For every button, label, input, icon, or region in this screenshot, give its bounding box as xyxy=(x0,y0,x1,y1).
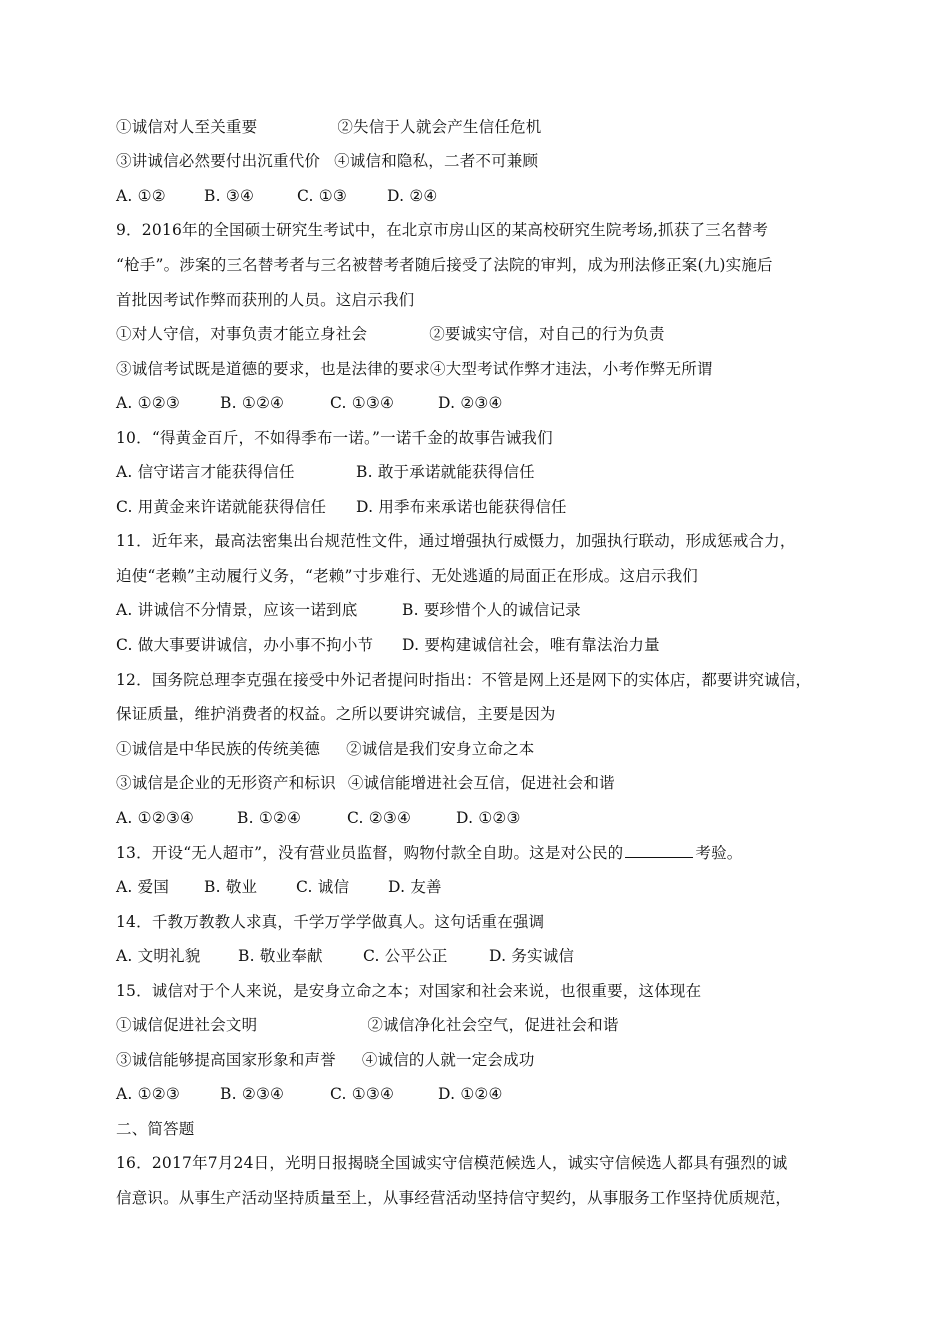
q12-options xyxy=(116,807,521,829)
q13-options xyxy=(116,876,442,898)
q14-options xyxy=(116,945,574,967)
q12-choice-line-1 xyxy=(116,738,535,760)
q12-choice-1: ①诚信是中华民族的传统美德 xyxy=(116,740,321,758)
q8-choice-3: ③讲诚信必然要付出沉重代价 xyxy=(116,152,321,170)
q9-choice-line-2: ③诚信考试既是道德的要求，也是法律的要求④大型考试作弊才违法，小考作弊无所谓 xyxy=(116,360,713,378)
q9-option-c: C. ①③④ xyxy=(330,394,395,412)
q11-option-b: B. 要珍惜个人的诚信记录 xyxy=(402,601,581,619)
q15-option-b: B. ②③④ xyxy=(220,1085,285,1103)
q10-options-row-1 xyxy=(116,461,535,483)
q9-stem-line-2: “枪手”。涉案的三名替考者与三名被替考者随后接受了法院的审判，成为刑法修正案(九)实施后 xyxy=(116,256,773,274)
q9-choice-line-1 xyxy=(116,323,665,345)
q14-option-c: C. 公平公正 xyxy=(363,947,448,965)
q11-options-row-2 xyxy=(116,634,660,656)
q16-stem-line-2: 信意识。从事生产活动坚持质量至上，从事经营活动坚持信守契约，从事服务工作坚持优质规范， xyxy=(116,1189,792,1207)
q11-option-d: D. 要构建诚信社会，唯有靠法治力量 xyxy=(402,636,660,654)
q9-stem-line-3: 首批因考试作弊而获刑的人员。这启示我们 xyxy=(116,291,415,309)
q15-choice-4: ④诚信的人就一定会成功 xyxy=(361,1051,535,1069)
q9-options xyxy=(116,392,503,414)
q13-stem xyxy=(116,842,742,864)
q9-option-b: B. ①②④ xyxy=(220,394,285,412)
q14-stem: 14．千教万教教人求真，千学万学学做真人。这句话重在强调 xyxy=(116,913,545,931)
q10-options-row-2 xyxy=(116,496,567,518)
q9-option-d: D. ②③④ xyxy=(438,394,503,412)
q8-option-d: D. ②④ xyxy=(387,187,438,205)
q16-stem-line-1: 16．2017年7月24日，光明日报揭晓全国诚实守信模范候选人，诚实守信候选人都具有强烈的诚 xyxy=(116,1154,788,1172)
q12-choice-2: ②诚信是我们安身立命之本 xyxy=(346,740,535,758)
q11-stem-line-2: 迫使“老赖”主动履行义务，“老赖”寸步难行、无处逃遁的局面正在形成。这启示我们 xyxy=(116,567,698,585)
q15-choice-3: ③诚信能够提高国家形象和声誉 xyxy=(116,1051,336,1069)
q10-option-a: A. 信守诺言才能获得信任 xyxy=(116,463,295,481)
q15-options xyxy=(116,1083,503,1105)
q10-option-d: D. 用季布来承诺也能获得信任 xyxy=(356,498,567,516)
q13-blank xyxy=(625,842,693,858)
q11-options-row-1 xyxy=(116,599,581,621)
q13-option-a: A. 爱国 xyxy=(116,878,170,896)
q13-stem-tail: 考验。 xyxy=(695,844,743,862)
q15-stem: 15．诚信对于个人来说，是安身立命之本；对国家和社会来说，也很重要，这体现在 xyxy=(116,982,702,1000)
q12-choice-3: ③诚信是企业的无形资产和标识 xyxy=(116,774,336,792)
q14-option-a: A. 文明礼貌 xyxy=(116,947,201,965)
section-title: 二、简答题 xyxy=(116,1120,195,1138)
q15-choice-line-2 xyxy=(116,1049,535,1071)
q12-option-a: A. ①②③④ xyxy=(116,809,195,827)
q10-option-c: C. 用黄金来许诺就能获得信任 xyxy=(116,498,327,516)
q15-choice-1: ①诚信促进社会文明 xyxy=(116,1016,258,1034)
q10-stem: 10．“得黄金百斤，不如得季布一诺。”一诺千金的故事告诫我们 xyxy=(116,429,553,447)
q15-choice-line-1 xyxy=(116,1014,619,1036)
q9-option-a: A. ①②③ xyxy=(116,394,180,412)
q12-option-b: B. ①②④ xyxy=(237,809,302,827)
q12-option-c: C. ②③④ xyxy=(347,809,412,827)
q9-choice-1: ①对人守信，对事负责才能立身社会 xyxy=(116,325,368,343)
q12-stem-line-2: 保证质量，维护消费者的权益。之所以要讲究诚信，主要是因为 xyxy=(116,705,556,723)
q8-option-b: B. ③④ xyxy=(204,187,255,205)
q15-option-a: A. ①②③ xyxy=(116,1085,180,1103)
q10-option-b: B. 敢于承诺就能获得信任 xyxy=(356,463,535,481)
q14-option-d: D. 务实诚信 xyxy=(489,947,575,965)
q15-choice-2: ②诚信净化社会空气，促进社会和谐 xyxy=(367,1016,619,1034)
q8-choice-line-1 xyxy=(116,116,541,138)
q8-choice-line-2 xyxy=(116,150,538,172)
q8-choice-2: ②失信于人就会产生信任危机 xyxy=(337,118,542,136)
q11-option-a: A. 讲诚信不分情景，应该一诺到底 xyxy=(116,601,358,619)
q12-choice-line-2 xyxy=(116,772,615,794)
q13-option-c: C. 诚信 xyxy=(296,878,350,896)
q9-choice-2: ②要诚实守信，对自己的行为负责 xyxy=(429,325,665,343)
q8-choice-4: ④诚信和隐私，二者不可兼顾 xyxy=(334,152,539,170)
q13-option-d: D. 友善 xyxy=(388,878,442,896)
q8-option-c: C. ①③ xyxy=(297,187,347,205)
q15-option-c: C. ①③④ xyxy=(330,1085,395,1103)
q12-choice-4: ④诚信能增进社会互信，促进社会和谐 xyxy=(347,774,615,792)
q8-choice-1: ①诚信对人至关重要 xyxy=(116,118,258,136)
q8-options xyxy=(116,185,438,207)
q14-option-b: B. 敬业奉献 xyxy=(238,947,323,965)
q12-stem-line-1: 12．国务院总理李克强在接受中外记者提问时指出：不管是网上还是网下的实体店，都要讲究诚信， xyxy=(116,671,812,689)
q9-stem-line-1: 9．2016年的全国硕士研究生考试中，在北京市房山区的某高校研究生院考场,抓获了三名替考 xyxy=(116,221,769,239)
q11-stem-line-1: 11．近年来，最高法密集出台规范性文件，通过增强执行威慑力，加强执行联动，形成惩戒合力， xyxy=(116,532,796,550)
q12-option-d: D. ①②③ xyxy=(456,809,521,827)
q8-option-a: A. ①② xyxy=(116,187,166,205)
q15-option-d: D. ①②④ xyxy=(438,1085,503,1103)
q13-option-b: B. 敬业 xyxy=(204,878,258,896)
q11-option-c: C. 做大事要讲诚信，办小事不拘小节 xyxy=(116,636,374,654)
q13-stem-text: 13．开设“无人超市”，没有营业员监督，购物付款全自助。这是对公民的 xyxy=(116,844,624,862)
